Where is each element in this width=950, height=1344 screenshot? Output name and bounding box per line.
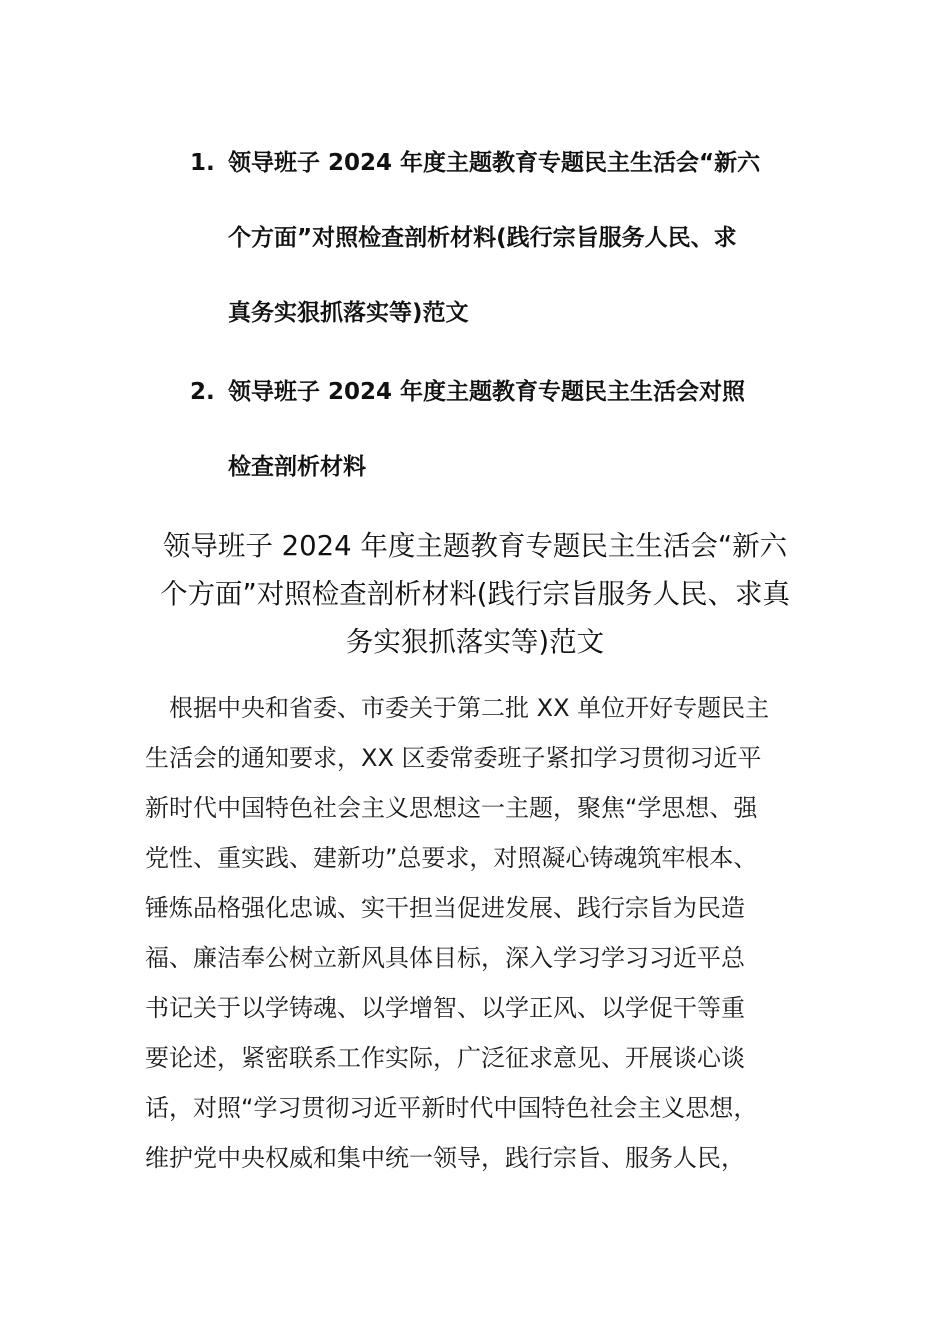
toc-item-2[interactable] (190, 366, 810, 516)
toc-line (190, 287, 810, 362)
body-line: 话，对照“学习贯彻习近平新时代中国特色社会主义思想， (145, 1094, 758, 1122)
body-line: 福、廉洁奉公树立新风具体目标，深入学习学习习近平总 (145, 944, 745, 972)
toc-line (190, 366, 810, 441)
toc-item-1[interactable] (190, 137, 810, 362)
title-line: 领导班子 2024 年度主题教育专题民主生活会“新六 (162, 530, 788, 562)
body-paragraph (145, 683, 815, 1183)
toc-text: 领导班子 2024 年度主题教育专题民主生活会对照 (228, 379, 746, 405)
body-line: 新时代中国特色社会主义思想这一主题，聚焦“学思想、强 (145, 794, 758, 822)
body-line: 要论述，紧密联系工作实际，广泛征求意见、开展谈心谈 (145, 1044, 745, 1072)
toc-text: 检查剖析材料 (228, 454, 366, 480)
body-line: 锤炼品格强化忠诚、实干担当促进发展、践行宗旨为民造 (145, 894, 745, 922)
toc-line (190, 137, 810, 212)
title-line: 务实狠抓落实等)范文 (345, 626, 605, 658)
toc-number: 2. (190, 379, 215, 405)
toc-text: 领导班子 2024 年度主题教育专题民主生活会“新六 (228, 150, 761, 176)
body-line: 根据中央和省委、市委关于第二批 XX 单位开好专题民主 (145, 694, 770, 722)
body-line: 生活会的通知要求，XX 区委常委班子紧扣学习贯彻习近平 (145, 744, 762, 772)
toc-text: 真务实狠抓落实等)范文 (228, 300, 469, 326)
toc-number: 1. (190, 150, 215, 176)
toc-line (190, 441, 810, 516)
toc-line (190, 212, 810, 287)
body-line: 维护党中央权威和集中统一领导，践行宗旨、服务人民， (145, 1144, 745, 1172)
body-line: 书记关于以学铸魂、以学增智、以学正风、以学促干等重 (145, 994, 745, 1022)
body-line: 党性、重实践、建新功”总要求，对照凝心铸魂筑牢根本、 (145, 844, 758, 872)
document-title (130, 522, 820, 666)
toc-text: 个方面”对照检查剖析材料(践行宗旨服务人民、求 (228, 225, 737, 251)
title-line: 个方面”对照检查剖析材料(践行宗旨服务人民、求真 (160, 578, 790, 610)
